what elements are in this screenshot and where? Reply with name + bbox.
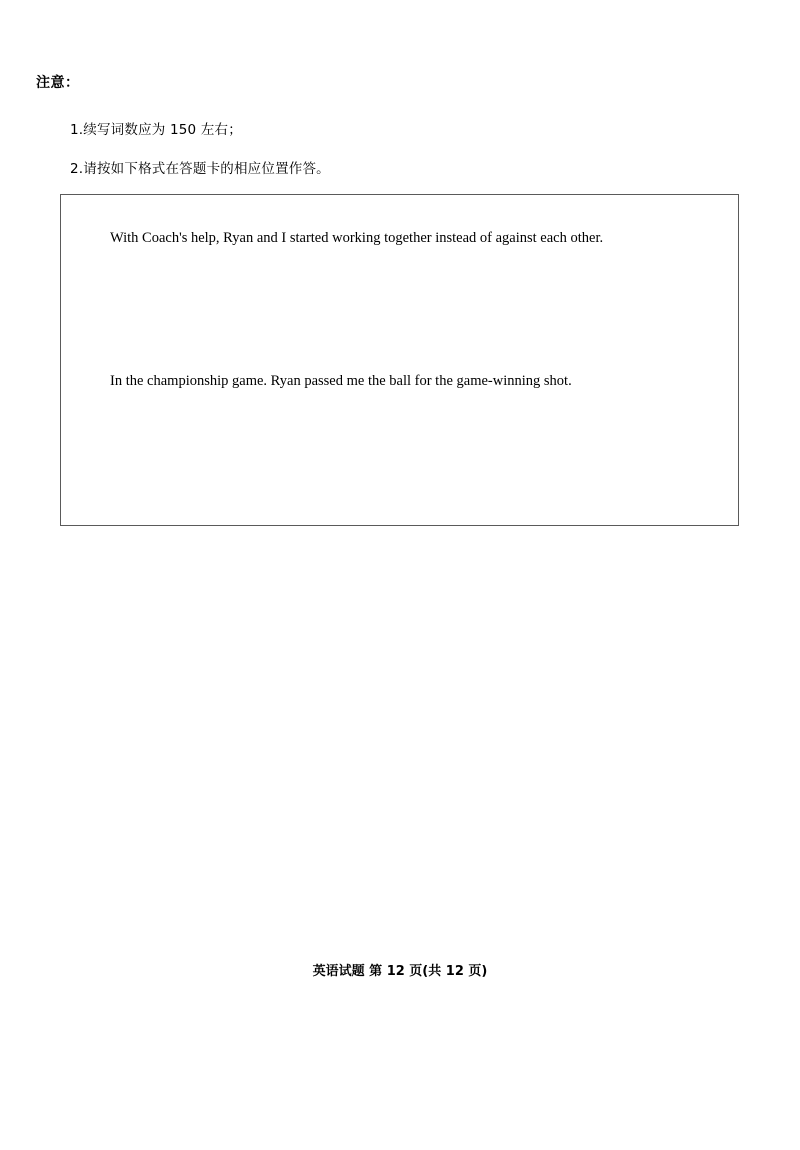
notice-item-format: 2.请按如下格式在答题卡的相应位置作答。 [70,161,330,177]
paragraph-starter-1: With Coach's help, Ryan and I started working together instead of against each other. [110,230,604,246]
page-footer [0,960,800,979]
notice-heading: 注意： [36,75,80,91]
notice-item-word-count: 1.续写词数应为 150 左右； [70,122,242,138]
paragraph-starter-2: In the championship game. Ryan passed me the ball for the game-winning shot. [110,373,572,389]
page-footer-text: 英语试题 第 12 页(共 12 页) [312,964,488,979]
